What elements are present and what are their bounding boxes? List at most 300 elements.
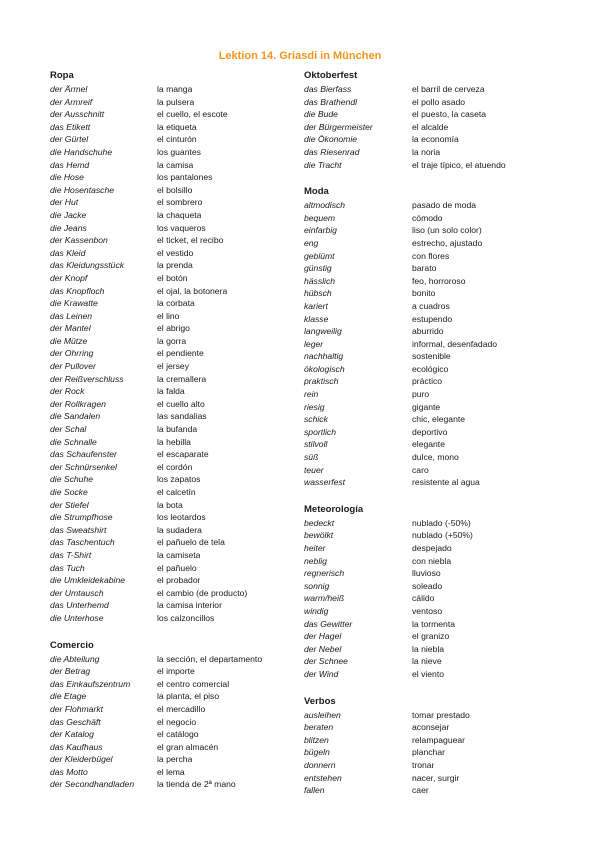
vocab-row [50, 272, 290, 285]
spanish-translation: el cuello alto [157, 398, 205, 409]
german-term: das Kleidungsstück [50, 260, 125, 271]
section-heading-comercio: Comercio [50, 639, 94, 651]
vocab-row [50, 473, 290, 486]
vocab-row [304, 96, 554, 109]
vocab-row [50, 587, 290, 600]
vocab-row [304, 121, 554, 134]
german-term: die Handschuhe [50, 146, 113, 157]
vocab-row [50, 259, 290, 272]
spanish-translation: el granizo [412, 631, 450, 642]
spanish-translation: el vestido [157, 247, 194, 258]
vocab-row [50, 436, 290, 449]
german-term: die Etage [50, 691, 87, 702]
german-term: klasse [304, 313, 329, 324]
section-heading-verbos: Verbos [304, 695, 336, 707]
german-term: teuer [304, 464, 324, 475]
german-term: kariert [304, 300, 328, 311]
spanish-translation: la tienda de 2ª mano [157, 779, 236, 790]
german-term: die Mütze [50, 335, 88, 346]
spanish-translation: los calzoncillos [157, 612, 215, 623]
german-term: das Geschäft [50, 716, 101, 727]
vocab-row [50, 486, 290, 499]
spanish-translation: planchar [412, 747, 445, 758]
section-heading-moda: Moda [304, 186, 329, 198]
spanish-translation: la bota [157, 499, 183, 510]
spanish-translation: la sección, el departamento [157, 653, 263, 664]
vocab-row [50, 448, 290, 461]
spanish-translation: la noria [412, 146, 441, 157]
german-term: rein [304, 389, 319, 400]
vocab-row [50, 665, 290, 678]
vocab-row [50, 285, 290, 298]
german-term: neblig [304, 555, 327, 566]
section-heading-meteorologia: Meteorología [304, 503, 364, 515]
spanish-translation: las sandalias [157, 411, 207, 422]
vocab-row [50, 612, 290, 625]
german-term: schick [304, 414, 328, 425]
german-term: das Knopfloch [50, 285, 105, 296]
vocab-row [304, 542, 554, 555]
spanish-translation: estupendo [412, 313, 453, 324]
vocab-row [304, 734, 554, 747]
german-term: stilvoll [304, 439, 328, 450]
german-term: das Etikett [50, 121, 91, 132]
spanish-translation: el pendiente [157, 348, 204, 359]
spanish-translation: tomar prestado [412, 709, 470, 720]
vocab-row [304, 133, 554, 146]
spanish-translation: el viento [412, 668, 445, 679]
german-term: der Pullover [50, 361, 96, 372]
german-term: der Schal [50, 424, 87, 435]
spanish-translation: pasado de moda [412, 200, 477, 211]
spanish-translation: chic, elegante [412, 414, 466, 425]
german-term: die Jacke [50, 209, 87, 220]
german-term: der Rollkragen [50, 398, 106, 409]
spanish-translation: bonito [412, 288, 436, 299]
spanish-translation: el cambio (de producto) [157, 587, 248, 598]
vocab-row [50, 108, 290, 121]
vocab-row [304, 517, 554, 530]
spanish-translation: el mercadillo [157, 703, 206, 714]
german-term: das Leinen [50, 310, 93, 321]
vocab-row [304, 746, 554, 759]
vocab-row [50, 310, 290, 323]
spanish-translation: el sombrero [157, 197, 203, 208]
german-term: der Armreif [50, 96, 93, 107]
spanish-translation: la gorra [157, 335, 187, 346]
vocab-row [304, 146, 554, 159]
spanish-translation: el pañuelo [157, 562, 197, 573]
vocab-row [304, 580, 554, 593]
german-term: das Bierfass [304, 84, 352, 94]
german-term: warm/heiß [304, 593, 345, 604]
vocab-row [304, 555, 554, 568]
spanish-translation: el ojal, la botonera [157, 285, 228, 296]
german-term: das Brathendl [304, 96, 358, 107]
spanish-translation: barato [412, 263, 437, 274]
german-term: der Gürtel [50, 134, 89, 145]
spanish-translation: la camiseta [157, 549, 201, 560]
vocab-row [304, 401, 554, 414]
spanish-translation: estrecho, ajustado [412, 237, 483, 248]
vocab-row [50, 599, 290, 612]
german-term: sportlich [304, 426, 336, 437]
section-heading-ropa: Ropa [50, 70, 74, 81]
german-term: der Ohrring [50, 348, 94, 359]
german-term: die Tracht [304, 159, 342, 170]
german-term: der Bürgermeister [304, 121, 373, 132]
vocab-row [50, 499, 290, 512]
vocab-row [304, 325, 554, 338]
spanish-translation: el botón [157, 272, 188, 283]
vocab-row [50, 159, 290, 172]
german-term: blitzen [304, 734, 329, 745]
german-term: das Hemd [50, 159, 90, 170]
spanish-translation: la economía [412, 134, 459, 145]
german-term: altmodisch [304, 200, 346, 211]
german-term: fallen [304, 785, 325, 796]
vocab-row [50, 741, 290, 754]
vocab-row [50, 373, 290, 386]
spanish-translation: la chaqueta [157, 209, 202, 220]
right-column [304, 68, 554, 797]
vocab-row [50, 209, 290, 222]
spanish-translation: resistente al agua [412, 477, 480, 488]
spanish-translation: nacer, surgir [412, 772, 460, 783]
vocab-row [304, 237, 554, 250]
german-term: der Stiefel [50, 499, 89, 510]
german-term: der Hagel [304, 631, 342, 642]
spanish-translation: los zapatos [157, 474, 201, 485]
german-term: der Kleiderbügel [50, 754, 113, 765]
german-term: der Reißverschluss [50, 373, 124, 384]
vocab-row [304, 464, 554, 477]
spanish-translation: la hebilla [157, 436, 191, 447]
spanish-translation: la prenda [157, 260, 193, 271]
spanish-translation: con flores [412, 250, 450, 261]
german-term: das Tuch [50, 562, 85, 573]
vocab-row [50, 335, 290, 348]
german-term: der Mantel [50, 323, 91, 334]
german-term: der Knopf [50, 272, 88, 283]
german-term: der Katalog [50, 729, 94, 740]
vocab-row [304, 630, 554, 643]
spanish-translation: los vaqueros [157, 222, 206, 233]
vocab-row [304, 759, 554, 772]
vocab-row [304, 224, 554, 237]
spanish-translation: caro [412, 464, 429, 475]
spanish-translation: el jersey [157, 361, 189, 372]
german-term: das Taschentuch [50, 537, 115, 548]
spanish-translation: nublado (+50%) [412, 530, 473, 541]
german-term: praktisch [304, 376, 339, 387]
spanish-translation: la camisa interior [157, 600, 222, 611]
spanish-translation: puro [412, 389, 430, 400]
spanish-translation: la corbata [157, 298, 195, 309]
vocab-row [50, 524, 290, 537]
german-term: die Schuhe [50, 474, 94, 485]
spanish-translation: el lino [157, 310, 180, 321]
spanish-translation: la falda [157, 386, 185, 397]
german-term: regnerisch [304, 568, 345, 579]
spanish-translation: feo, horroroso [412, 275, 466, 286]
vocab-row [304, 605, 554, 618]
vocab-row [304, 350, 554, 363]
vocab-row [304, 438, 554, 451]
german-term: süß [304, 452, 319, 463]
vocab-row [304, 108, 554, 121]
spanish-translation: a cuadros [412, 300, 450, 311]
vocab-row [50, 247, 290, 260]
german-term: das Sweatshirt [50, 524, 107, 535]
spanish-translation: los guantes [157, 146, 201, 157]
page-title: Lektion 14. Griasdi in München [218, 50, 382, 62]
vocab-row [50, 133, 290, 146]
vocab-row [304, 618, 554, 631]
spanish-translation: el cordón [157, 461, 193, 472]
german-term: der Wind [304, 668, 339, 679]
spanish-translation: la camisa [157, 159, 194, 170]
vocab-row [304, 451, 554, 464]
german-term: die Hose [50, 172, 84, 183]
spanish-translation: el alcalde [412, 121, 449, 132]
vocab-row [50, 184, 290, 197]
vocab-row [50, 678, 290, 691]
german-term: donnern [304, 759, 336, 770]
german-term: wasserfest [304, 477, 346, 488]
german-term: bedeckt [304, 517, 335, 528]
german-term: die Abteilung [50, 653, 100, 664]
spanish-translation: la cremallera [157, 373, 207, 384]
german-term: eng [304, 237, 319, 248]
german-term: ökologisch [304, 363, 345, 374]
spanish-translation: el cuello, el escote [157, 109, 228, 120]
vocab-row [304, 287, 554, 300]
vocab-row [304, 199, 554, 212]
german-term: der Rock [50, 386, 85, 397]
spanish-translation: el importe [157, 666, 195, 677]
german-term: die Strumpfhose [50, 512, 113, 523]
spanish-translation: ventoso [412, 605, 443, 616]
german-term: das Kleid [50, 247, 86, 258]
german-term: die Hosentasche [50, 184, 115, 195]
vocab-row [304, 709, 554, 722]
vocab-row [304, 413, 554, 426]
spanish-translation: aconsejar [412, 722, 450, 733]
spanish-translation: la manga [157, 84, 193, 94]
vocab-row [50, 222, 290, 235]
spanish-translation: aburrido [412, 326, 444, 337]
spanish-translation: práctico [412, 376, 443, 387]
spanish-translation: el traje típico, el atuendo [412, 159, 506, 170]
spanish-translation: relampaguear [412, 734, 466, 745]
vocab-row [50, 398, 290, 411]
vocab-row [50, 511, 290, 524]
vocab-row [50, 121, 290, 134]
german-term: die Schnalle [50, 436, 97, 447]
spanish-translation: la etiqueta [157, 121, 197, 132]
spanish-translation: el puesto, la caseta [412, 109, 487, 120]
german-term: das Gewitter [304, 618, 353, 629]
spanish-translation: sostenible [412, 351, 451, 362]
german-term: langweilig [304, 326, 342, 337]
spanish-translation: gigante [412, 401, 441, 412]
spanish-translation: ecológico [412, 363, 449, 374]
spanish-translation: el negocio [157, 716, 197, 727]
german-term: die Umkleidekabine [50, 575, 125, 586]
german-term: die Ökonomie [304, 134, 358, 145]
german-term: das T-Shirt [50, 549, 92, 560]
spanish-translation: la pulsera [157, 96, 195, 107]
vocab-row [50, 96, 290, 109]
spanish-translation: despejado [412, 543, 452, 553]
german-term: der Nebel [304, 643, 342, 654]
spanish-translation: lluvioso [412, 568, 441, 579]
german-term: der Hut [50, 197, 79, 208]
spanish-translation: liso (un solo color) [412, 225, 482, 236]
german-term: die Krawatte [50, 298, 98, 309]
spanish-translation: deportivo [412, 426, 448, 437]
vocab-row [304, 784, 554, 797]
vocab-row [50, 322, 290, 335]
vocab-row [50, 549, 290, 562]
german-term: der Secondhandladen [50, 779, 135, 790]
german-term: leger [304, 338, 324, 349]
spanish-translation: el ticket, el recibo [157, 235, 224, 246]
vocab-row [304, 592, 554, 605]
german-term: die Sandalen [50, 411, 101, 422]
german-term: die Socke [50, 487, 88, 497]
german-term: das Schaufenster [50, 449, 117, 460]
vocab-row [50, 171, 290, 184]
spanish-translation: soleado [412, 580, 443, 591]
german-term: der Ausschnitt [50, 109, 105, 120]
german-term: windig [304, 605, 329, 616]
spanish-translation: la sudadera [157, 524, 202, 535]
vocab-row [50, 297, 290, 310]
vocab-row [50, 766, 290, 779]
spanish-translation: informal, desenfadado [412, 338, 498, 349]
spanish-translation: la percha [157, 754, 193, 765]
vocab-row [50, 385, 290, 398]
spanish-translation: nublado (-50%) [412, 517, 471, 528]
spanish-translation: el pañuelo de tela [157, 537, 225, 548]
german-term: bügeln [304, 747, 330, 758]
vocab-row [304, 529, 554, 542]
vocab-row [304, 159, 554, 172]
vocab-row [304, 300, 554, 313]
spanish-translation: los pantalones [157, 172, 213, 183]
spanish-translation: caer [412, 785, 429, 796]
vocab-row [50, 778, 290, 791]
german-term: heiter [304, 543, 326, 553]
spanish-translation: el pollo asado [412, 96, 466, 107]
spanish-translation: el cinturón [157, 134, 197, 145]
vocab-row [304, 212, 554, 225]
german-term: der Betrag [50, 666, 91, 677]
vocab-row [50, 728, 290, 741]
spanish-translation: el bolsillo [157, 184, 193, 195]
vocab-row [304, 250, 554, 263]
spanish-translation: la bufanda [157, 424, 198, 435]
vocab-row [50, 574, 290, 587]
vocab-row [304, 567, 554, 580]
vocab-row [304, 643, 554, 656]
vocab-row [50, 461, 290, 474]
vocab-row [50, 83, 290, 96]
german-term: hässlich [304, 275, 336, 286]
german-term: die Unterhose [50, 612, 104, 623]
german-term: bewölkt [304, 530, 334, 541]
german-term: das Einkaufszentrum [50, 678, 131, 689]
spanish-translation: el calcetín [157, 487, 196, 497]
vocab-row [304, 476, 554, 489]
german-term: entstehen [304, 772, 342, 783]
german-term: einfarbig [304, 225, 337, 236]
german-term: ausleihen [304, 709, 341, 720]
spanish-translation: el barril de cerveza [412, 84, 485, 94]
spanish-translation: elegante [412, 439, 445, 450]
spanish-translation: el centro comercial [157, 678, 230, 689]
vocab-row [50, 690, 290, 703]
german-term: der Umtausch [50, 587, 104, 598]
spanish-translation: la planta, el piso [157, 691, 220, 702]
german-term: der Schnürsenkel [50, 461, 117, 472]
spanish-translation: cómodo [412, 212, 443, 223]
german-term: bequem [304, 212, 336, 223]
vocab-row [304, 655, 554, 668]
german-term: der Kassenbon [50, 235, 108, 246]
german-term: der Schnee [304, 656, 348, 667]
spanish-translation: el catálogo [157, 729, 199, 740]
vocab-row [304, 772, 554, 785]
german-term: beraten [304, 722, 334, 733]
vocab-row [50, 234, 290, 247]
spanish-translation: cálido [412, 593, 435, 604]
spanish-translation: dulce, mono [412, 452, 459, 463]
vocab-row [50, 716, 290, 729]
spanish-translation: la tormenta [412, 618, 455, 629]
german-term: geblümt [304, 250, 335, 261]
vocab-row [304, 721, 554, 734]
vocab-row [304, 375, 554, 388]
spanish-translation: tronar [412, 759, 435, 770]
spanish-translation: el probador [157, 575, 201, 586]
vocab-row [50, 562, 290, 575]
german-term: das Unterhemd [50, 600, 109, 611]
vocab-row [304, 388, 554, 401]
german-term: riesig [304, 401, 325, 412]
german-term: die Jeans [50, 222, 87, 233]
vocab-row [50, 360, 290, 373]
spanish-translation: el abrigo [157, 323, 190, 334]
vocab-row [304, 275, 554, 288]
vocab-row [304, 668, 554, 681]
german-term: sonnig [304, 580, 330, 591]
spanish-translation: el gran almacén [157, 741, 219, 752]
vocab-row [304, 338, 554, 351]
german-term: der Ärmel [50, 84, 88, 94]
vocab-row [304, 313, 554, 326]
german-term: die Bude [304, 109, 338, 120]
vocab-row [50, 146, 290, 159]
german-term: das Riesenrad [304, 146, 360, 157]
spanish-translation: la nieve [412, 656, 442, 667]
vocab-row [50, 653, 290, 666]
vocab-row [50, 347, 290, 360]
spanish-translation: el lema [157, 766, 185, 777]
spanish-translation: con niebla [412, 555, 452, 566]
